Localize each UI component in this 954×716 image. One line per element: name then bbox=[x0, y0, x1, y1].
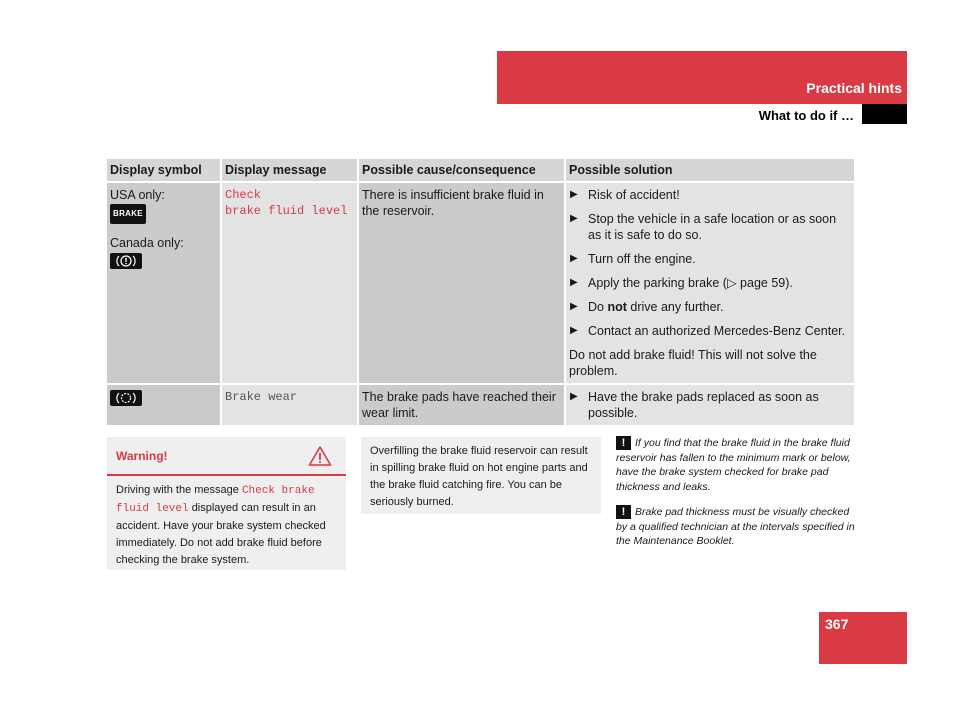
solution-item: ▶ Have the brake pads replaced as soon as possible. bbox=[570, 390, 819, 420]
exclamation-icon: ! bbox=[616, 436, 631, 450]
solution-item: ▶ Risk of accident! bbox=[570, 188, 680, 202]
table-header-row bbox=[107, 159, 855, 182]
warning-title: Warning! bbox=[116, 449, 168, 463]
bullet-arrow-icon: ▶ bbox=[570, 301, 578, 312]
solution-cell bbox=[565, 182, 855, 384]
column-header: Possible solution bbox=[565, 159, 855, 182]
column-header: Possible cause/consequence bbox=[358, 159, 565, 182]
note-item: ! If you find that the brake fluid in the brake fluid reservoir has fallen to the minimum mark or below, have the brake system checked for brake pad thickness and leaks. bbox=[616, 437, 851, 493]
display-message-cell bbox=[221, 182, 358, 384]
solution-item: ▶ Stop the vehicle in a safe location or as soon as it is safe to do so. bbox=[570, 212, 837, 242]
message-line: Check bbox=[225, 188, 262, 202]
header-bar bbox=[497, 51, 907, 104]
display-message-cell bbox=[221, 384, 358, 426]
column-header: Display message bbox=[221, 159, 358, 182]
message-line: Brake wear bbox=[225, 390, 298, 404]
exclamation-icon: ! bbox=[616, 505, 631, 519]
bullet-arrow-icon: ▶ bbox=[570, 325, 578, 336]
brake-wear-icon bbox=[110, 390, 142, 406]
solution-item: ▶ Turn off the engine. bbox=[570, 252, 696, 266]
bullet-arrow-icon: ▶ bbox=[570, 189, 578, 200]
bullet-arrow-icon: ▶ bbox=[570, 253, 578, 264]
warning-triangle-icon bbox=[308, 445, 332, 472]
warning-box bbox=[107, 437, 346, 570]
canada-label: Canada only: bbox=[110, 236, 184, 250]
warning-message: Check brake fluid level bbox=[116, 485, 315, 515]
usa-label: USA only: bbox=[110, 188, 165, 202]
cause-cell: The brake pads have reached their wear limit. bbox=[358, 384, 565, 426]
solution-item: ▶ Apply the parking brake (▷ page 59). bbox=[570, 276, 793, 290]
section-tab-marker bbox=[862, 104, 907, 124]
notes bbox=[616, 436, 861, 560]
table-row bbox=[107, 384, 855, 426]
table-row bbox=[107, 182, 855, 384]
solution-cell bbox=[565, 384, 855, 426]
brake-warning-icon: BRAKE bbox=[110, 204, 146, 224]
solution-item: ▶ Contact an authorized Mercedes-Benz Center. bbox=[570, 324, 846, 338]
warning-text: Driving with the message Check brake fluid level displayed can result in an accident. Have your brake system checked immediately. Do not add brake fluid before checking the brake system. bbox=[116, 484, 326, 566]
bullet-arrow-icon: ▶ bbox=[570, 213, 578, 224]
bullet-arrow-icon: ▶ bbox=[570, 391, 578, 402]
bullet-arrow-icon: ▶ bbox=[570, 277, 578, 288]
section-title: Practical hints bbox=[806, 80, 902, 96]
column-header: Display symbol bbox=[107, 159, 221, 182]
page-number: 367 bbox=[825, 616, 849, 632]
fault-table bbox=[107, 159, 856, 427]
display-symbol-cell bbox=[107, 182, 221, 384]
solution-note: Do not add brake fluid! This will not solve the problem. bbox=[569, 348, 817, 378]
brake-circle-exclamation-icon bbox=[110, 253, 142, 269]
display-symbol-cell bbox=[107, 384, 221, 426]
note-item: ! Brake pad thickness must be visually checked by a qualified technician at the intervals specified in the Maintenance Booklet. bbox=[616, 506, 855, 547]
cause-cell: There is insufficient brake fluid in the reservoir. bbox=[358, 182, 565, 384]
subsection-title: What to do if … bbox=[758, 108, 854, 123]
fire-risk-text: Overfilling the brake fluid reservoir can result in spilling brake fluid on hot engine parts and the brake fluid catching fire. You can be seriously burned. bbox=[370, 445, 588, 508]
fire-risk-box bbox=[361, 437, 601, 514]
message-line: brake fluid level bbox=[225, 204, 348, 218]
warning-header bbox=[107, 437, 346, 476]
solution-item: ▶ Do not drive any further. bbox=[570, 300, 724, 314]
